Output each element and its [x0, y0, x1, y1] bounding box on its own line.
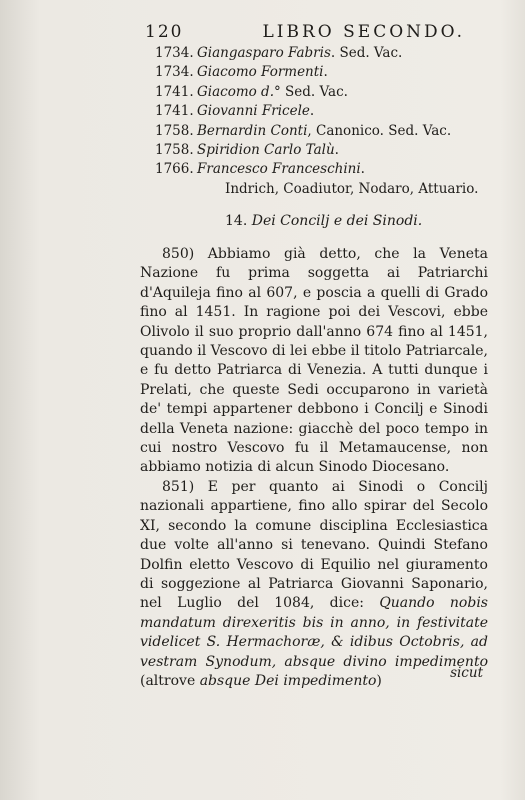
- list-year: 1758.: [155, 142, 194, 159]
- page-number: 120: [145, 22, 184, 42]
- list-year: 1734.: [155, 64, 194, 81]
- list-year: 1734.: [155, 45, 194, 61]
- list-name: Spiridion Carlo Talù: [197, 142, 335, 159]
- list-note: .: [323, 64, 328, 81]
- list-year: 1741.: [155, 83, 194, 100]
- page-header: [145, 22, 465, 42]
- list-note: , Canonico. Sed. Vac.: [307, 122, 452, 139]
- paragraph-851: [140, 478, 488, 691]
- list-item: [155, 44, 495, 63]
- list-note: . Sed. Vac.: [330, 45, 403, 61]
- list-name: Bernardin Conti: [197, 122, 308, 139]
- list-item: [155, 141, 495, 160]
- latin-quote-alt: absque Dei impedimento: [199, 672, 377, 689]
- list-item: [155, 63, 495, 82]
- list-name: Giacomo Formenti: [197, 64, 324, 81]
- section-number: 14.: [225, 213, 248, 229]
- running-title: LIBRO SECONDO.: [262, 22, 465, 42]
- list-item: [155, 160, 495, 179]
- coadiutor-line: Indrich, Coadiutor, Nodaro, Attuario.: [225, 180, 479, 197]
- list-name: Francesco Franceschini: [197, 161, 361, 178]
- paragraph-851-text-cont: (altrove: [140, 672, 200, 689]
- section-title: Dei Concilj e dei Sinodi.: [251, 213, 423, 229]
- catchword: sicut: [450, 665, 483, 681]
- list-note: .: [334, 142, 339, 159]
- list-item: [155, 83, 495, 102]
- list-name: Giovanni Fricele: [197, 103, 310, 120]
- list-name: Giangasparo Fabris: [197, 45, 331, 61]
- list-note: .: [360, 161, 365, 178]
- paragraph-851-text: 851) E per quanto ai Sinodi o Concilj nazionali appartiene, fino allo spirar del Secolo XI, secondo la comune disciplina Ecclesiastica due volte all'anno si tenevano. Quindi Stefano Dolfin eletto Vescovo di Equilio nel giuramento di soggezione al Patriarca Giovanni Saponario, nel Luglio del 1084, dice:: [140, 478, 488, 612]
- list-year: 1758.: [155, 122, 194, 139]
- section-heading: [225, 213, 422, 229]
- latin-quote: Quando nobis mandatum direxeritis bis in anno, in festivitate videlicet S. Hermachoræ, & idibus Octobris, ad vestram Synodum, absque divino impedimento: [140, 595, 488, 670]
- list-year: 1741.: [155, 103, 194, 120]
- list-of-successors: [155, 44, 495, 199]
- paragraph-851-close: ): [376, 672, 382, 689]
- list-item: [155, 102, 495, 121]
- list-year: 1766.: [155, 161, 194, 178]
- list-note: .: [309, 103, 315, 120]
- body-text: [140, 245, 488, 691]
- list-name: Giacomo d.°: [197, 83, 286, 100]
- list-item: [155, 122, 495, 141]
- paragraph-850: 850) Abbiamo già detto, che la Veneta Nazione fu prima soggetta ai Patriarchi d'Aquileja fino al 607, e poscia a quelli di Grado fino al 1451. In ragione poi dei Vescovi, ebbe Olivolo il suo proprio dall'anno 674 fino al 1451, quando il Vescovo di lei ebbe il titolo Patriarcale, e fu detto Patriarca di Venezia. A tutti dunque i Prelati, che queste Sedi occuparono in varietà de' tempi appartener debbono i Concilj e Sinodi della Veneta nazione: giacchè del poco tempo in cui nostro Vescovo fu il Metamaucense, non abbiamo notizia di alcun Sinodo Diocesano.: [140, 246, 488, 476]
- list-note: Sed. Vac.: [285, 83, 348, 100]
